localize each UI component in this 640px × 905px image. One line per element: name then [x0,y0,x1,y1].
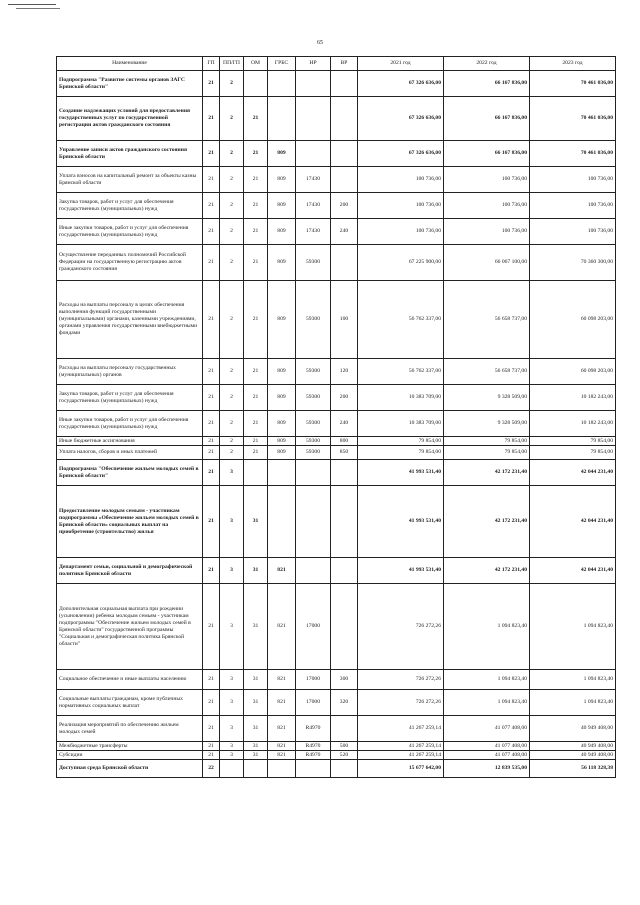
cell-grbs [268,97,296,141]
cell-vr: 240 [331,411,358,437]
cell-vr [331,97,358,141]
cell-om [244,460,268,486]
cell-gp: 21 [203,141,220,167]
cell-y2022: 12 839 535,00 [444,760,530,778]
table-row [57,97,616,141]
cell-name: Управление записи актов гражданского состояния Брянской области [57,141,203,167]
cell-gp: 21 [203,486,220,558]
cell-grbs: 809 [268,141,296,167]
cell-y2023: 60 098 203,00 [530,281,616,359]
cell-nr: R4970 [296,742,331,751]
table-body [57,71,616,778]
cell-name: Уплата налогов, сборов и иных платежей [57,446,203,460]
cell-nr: 17430 [296,219,331,245]
cell-pp: 2 [220,219,244,245]
cell-nr: R4970 [296,716,331,742]
cell-gp: 21 [203,97,220,141]
cell-vr [331,486,358,558]
cell-grbs: 809 [268,219,296,245]
table-row [57,760,616,778]
cell-name: Департамент семьи, социальной и демографической политики Брянской области [57,558,203,584]
cell-om: 21 [244,411,268,437]
cell-grbs: 809 [268,281,296,359]
cell-pp: 2 [220,281,244,359]
cell-y2021: 41 267 259,14 [358,716,444,742]
cell-y2023: 42 044 231,40 [530,460,616,486]
cell-vr [331,558,358,584]
cell-nr: 59300 [296,385,331,411]
cell-grbs: 809 [268,359,296,385]
table-row [57,193,616,219]
cell-nr: 59300 [296,281,331,359]
cell-y2023: 10 182 243,00 [530,385,616,411]
cell-name: Реализация мероприятий по обеспечению жильем молодых семей [57,716,203,742]
cell-name: Закупка товаров, работ и услуг для обеспечения государственных (муниципальных) нужд [57,193,203,219]
cell-grbs [268,760,296,778]
cell-om: 21 [244,97,268,141]
table-row [57,584,616,670]
cell-vr [331,71,358,97]
cell-gp: 21 [203,446,220,460]
cell-y2022: 42 172 231,40 [444,460,530,486]
cell-om: 31 [244,558,268,584]
cell-om: 21 [244,193,268,219]
cell-nr: 17430 [296,193,331,219]
cell-vr [331,584,358,670]
cell-om [244,760,268,778]
cell-y2021: 15 677 642,00 [358,760,444,778]
header-nr: НР [296,57,331,71]
cell-gp: 21 [203,670,220,690]
cell-grbs: 821 [268,742,296,751]
cell-gp: 21 [203,219,220,245]
header-grbs: ГРБС [268,57,296,71]
cell-y2022: 9 328 509,00 [444,411,530,437]
cell-grbs: 809 [268,446,296,460]
budget-table [56,56,616,778]
cell-name: Осуществление переданных полномочий Российской Федерации на государственную регистрацию актов гражданского состояния [57,245,203,281]
cell-pp: 3 [220,558,244,584]
table-row [57,670,616,690]
table-row [57,411,616,437]
cell-name: Иные закупки товаров, работ и услуг для обеспечения государственных (муниципальных) нужд [57,411,203,437]
cell-y2021: 100 736,00 [358,167,444,193]
cell-y2021: 726 272,26 [358,670,444,690]
cell-om: 21 [244,141,268,167]
cell-nr [296,460,331,486]
cell-gp: 21 [203,716,220,742]
cell-grbs: 809 [268,385,296,411]
cell-name: Уплата взносов на капитальный ремонт за объекты казны Брянской области [57,167,203,193]
cell-om: 31 [244,742,268,751]
cell-pp: 2 [220,385,244,411]
cell-y2021: 100 736,00 [358,193,444,219]
cell-y2022: 100 736,00 [444,167,530,193]
cell-gp: 21 [203,690,220,716]
cell-grbs [268,460,296,486]
table-row [57,742,616,751]
cell-y2022: 66 167 836,00 [444,97,530,141]
cell-y2022: 9 328 509,00 [444,385,530,411]
cell-vr: 300 [331,670,358,690]
cell-vr [331,141,358,167]
cell-pp: 2 [220,97,244,141]
cell-pp: 3 [220,742,244,751]
table-row [57,71,616,97]
cell-nr: R4970 [296,751,331,760]
cell-grbs: 809 [268,193,296,219]
cell-y2022: 79 854,00 [444,446,530,460]
cell-gp: 21 [203,584,220,670]
cell-y2022: 66 067 100,00 [444,245,530,281]
cell-pp: 2 [220,245,244,281]
cell-grbs: 821 [268,716,296,742]
cell-vr: 120 [331,359,358,385]
table-row [57,219,616,245]
table-row [57,446,616,460]
cell-grbs: 821 [268,670,296,690]
cell-grbs [268,486,296,558]
cell-y2021: 100 736,00 [358,219,444,245]
cell-om: 21 [244,245,268,281]
cell-gp: 21 [203,193,220,219]
top-rule-secondary [16,8,60,9]
cell-y2022: 1 094 823,40 [444,690,530,716]
cell-y2021: 41 993 531,40 [358,460,444,486]
table-row [57,460,616,486]
cell-y2023: 1 094 823,40 [530,670,616,690]
cell-vr: 100 [331,281,358,359]
table-row [57,359,616,385]
cell-grbs: 821 [268,690,296,716]
cell-y2023: 79 854,00 [530,446,616,460]
cell-gp: 21 [203,742,220,751]
cell-nr: 59300 [296,437,331,446]
cell-vr: 520 [331,751,358,760]
cell-name: Иные закупки товаров, работ и услуг для обеспечения государственных (муниципальных) нужд [57,219,203,245]
cell-pp: 3 [220,584,244,670]
cell-pp: 3 [220,486,244,558]
cell-y2023: 100 736,00 [530,193,616,219]
cell-nr: 59300 [296,446,331,460]
cell-pp: 3 [220,751,244,760]
cell-nr [296,71,331,97]
cell-nr: 17000 [296,690,331,716]
cell-om: 31 [244,670,268,690]
cell-grbs: 821 [268,751,296,760]
cell-y2021: 79 854,00 [358,437,444,446]
cell-name: Расходы на выплаты персоналу в целях обеспечения выполнения функций государственными (муниципальными) органами, казенными учреждениями, органами управления государственными внебюджетными фондами [57,281,203,359]
cell-y2021: 67 326 636,00 [358,97,444,141]
cell-y2021: 67 326 636,00 [358,141,444,167]
header-vr: ВР [331,57,358,71]
header-2022: 2022 год [444,57,530,71]
top-rule [8,4,56,5]
cell-grbs: 809 [268,411,296,437]
cell-y2022: 42 172 231,40 [444,486,530,558]
cell-pp: 2 [220,167,244,193]
cell-y2021: 79 854,00 [358,446,444,460]
header-2021: 2021 год [358,57,444,71]
table-row [57,385,616,411]
cell-y2023: 70 461 036,00 [530,71,616,97]
cell-y2021: 726 272,26 [358,584,444,670]
cell-nr [296,486,331,558]
cell-y2022: 56 658 737,00 [444,281,530,359]
cell-y2021: 726 272,26 [358,690,444,716]
cell-vr [331,167,358,193]
cell-gp: 21 [203,359,220,385]
cell-gp: 21 [203,437,220,446]
cell-y2021: 56 762 337,00 [358,281,444,359]
cell-name: Закупка товаров, работ и услуг для обеспечения государственных (муниципальных) нужд [57,385,203,411]
table-row [57,281,616,359]
table-row [57,437,616,446]
cell-y2021: 41 267 259,14 [358,751,444,760]
cell-y2023: 60 098 203,00 [530,359,616,385]
table-row [57,141,616,167]
page-number: 65 [317,40,323,46]
cell-vr [331,245,358,281]
cell-y2022: 41 077 408,00 [444,716,530,742]
cell-pp: 3 [220,716,244,742]
cell-gp: 21 [203,281,220,359]
cell-pp: 2 [220,141,244,167]
cell-grbs [268,71,296,97]
cell-gp: 21 [203,460,220,486]
header-name: Наименование [57,57,203,71]
cell-y2023: 100 736,00 [530,167,616,193]
cell-nr [296,558,331,584]
cell-y2022: 66 167 836,00 [444,71,530,97]
table-row [57,716,616,742]
header-2023: 2023 год [530,57,616,71]
cell-y2021: 67 326 636,00 [358,71,444,97]
cell-y2021: 41 267 259,14 [358,742,444,751]
cell-grbs: 821 [268,558,296,584]
cell-y2023: 40 949 408,00 [530,742,616,751]
cell-pp: 3 [220,460,244,486]
table-row [57,245,616,281]
cell-name: Предоставление молодым семьям - участникам подпрограммы «Обеспечение жильем молодых семей в Брянской области» социальных выплат на приобретение (строительство) жилья [57,486,203,558]
cell-y2023: 42 044 231,40 [530,558,616,584]
cell-om: 31 [244,716,268,742]
cell-pp: 2 [220,411,244,437]
cell-y2022: 100 736,00 [444,219,530,245]
cell-om: 21 [244,281,268,359]
table-header-row [57,57,616,71]
cell-vr: 850 [331,446,358,460]
cell-nr: 59300 [296,411,331,437]
cell-y2023: 1 094 823,40 [530,584,616,670]
cell-om: 31 [244,584,268,670]
cell-pp: 3 [220,690,244,716]
cell-y2023: 79 854,00 [530,437,616,446]
cell-y2023: 70 461 036,00 [530,97,616,141]
cell-pp: 2 [220,359,244,385]
cell-nr: 59300 [296,359,331,385]
cell-nr [296,141,331,167]
cell-name: Социальные выплаты гражданам, кроме публичных нормативных социальных выплат [57,690,203,716]
cell-y2021: 41 993 531,40 [358,486,444,558]
cell-name: Создание надлежащих условий для предоставления государственных услуг по государственной регистрации актов гражданского состояния [57,97,203,141]
cell-pp: 2 [220,437,244,446]
cell-gp: 21 [203,751,220,760]
cell-nr [296,760,331,778]
cell-y2023: 40 949 408,00 [530,751,616,760]
cell-name: Субсидии [57,751,203,760]
header-gp: ГП [203,57,220,71]
cell-nr: 59300 [296,245,331,281]
cell-pp: 2 [220,446,244,460]
cell-grbs: 809 [268,167,296,193]
cell-y2022: 56 658 737,00 [444,359,530,385]
cell-nr: 17000 [296,670,331,690]
cell-gp: 22 [203,760,220,778]
cell-vr: 200 [331,193,358,219]
cell-vr: 200 [331,385,358,411]
cell-name: Дополнительная социальная выплата при рождении (усыновлении) ребенка молодым семьям - участникам подпрограммы "Обеспечение жильем молодых семей в Брянской области" государственной программы "Социальная и демографическая политика Брянской области" [57,584,203,670]
cell-y2022: 1 094 823,40 [444,670,530,690]
cell-y2023: 1 094 823,40 [530,690,616,716]
cell-y2023: 10 182 243,00 [530,411,616,437]
cell-grbs: 809 [268,245,296,281]
cell-om: 21 [244,359,268,385]
cell-vr: 320 [331,690,358,716]
table-row [57,751,616,760]
cell-y2021: 10 383 709,00 [358,411,444,437]
cell-y2022: 42 172 231,40 [444,558,530,584]
cell-y2022: 1 094 823,40 [444,584,530,670]
cell-y2022: 41 077 408,00 [444,742,530,751]
cell-om [244,71,268,97]
cell-nr [296,97,331,141]
cell-pp: 3 [220,670,244,690]
cell-vr [331,760,358,778]
cell-y2021: 67 225 900,00 [358,245,444,281]
cell-pp: 2 [220,71,244,97]
cell-y2021: 10 383 709,00 [358,385,444,411]
cell-gp: 21 [203,558,220,584]
cell-gp: 21 [203,71,220,97]
table-row [57,167,616,193]
cell-y2023: 42 044 231,40 [530,486,616,558]
cell-grbs: 809 [268,437,296,446]
cell-om: 21 [244,385,268,411]
cell-name: Расходы на выплаты персоналу государственных (муниципальных) органов [57,359,203,385]
cell-om: 31 [244,751,268,760]
cell-name: Социальное обеспечение и иные выплаты населению [57,670,203,690]
cell-y2021: 41 993 531,40 [358,558,444,584]
cell-name: Доступная среда Брянской области [57,760,203,778]
cell-name: Подпрограмма "Обеспечение жильем молодых семей в Брянской области" [57,460,203,486]
cell-name: Подпрограмма "Развитие системы органов ЗАГС Брянской области" [57,71,203,97]
table-row [57,486,616,558]
cell-om: 21 [244,167,268,193]
cell-gp: 21 [203,385,220,411]
cell-gp: 21 [203,411,220,437]
cell-vr [331,716,358,742]
cell-gp: 21 [203,245,220,281]
cell-y2023: 56 118 328,38 [530,760,616,778]
cell-vr: 500 [331,742,358,751]
cell-nr: 17430 [296,167,331,193]
cell-vr: 240 [331,219,358,245]
cell-nr: 17000 [296,584,331,670]
cell-y2022: 41 077 408,00 [444,751,530,760]
cell-pp [220,760,244,778]
cell-name: Иные бюджетные ассигнования [57,437,203,446]
cell-y2022: 79 854,00 [444,437,530,446]
cell-name: Межбюджетные трансферты [57,742,203,751]
cell-grbs: 821 [268,584,296,670]
header-om: ОМ [244,57,268,71]
cell-om: 21 [244,219,268,245]
cell-y2022: 66 167 836,00 [444,141,530,167]
cell-y2022: 100 736,00 [444,193,530,219]
cell-y2023: 100 736,00 [530,219,616,245]
cell-om: 21 [244,437,268,446]
header-pp: ПП/ГП [220,57,244,71]
cell-y2023: 70 360 300,00 [530,245,616,281]
cell-pp: 2 [220,193,244,219]
cell-y2023: 40 949 408,00 [530,716,616,742]
cell-om: 21 [244,446,268,460]
cell-vr [331,460,358,486]
cell-y2023: 70 461 036,00 [530,141,616,167]
cell-gp: 21 [203,167,220,193]
cell-om: 31 [244,690,268,716]
table-row [57,558,616,584]
cell-om: 31 [244,486,268,558]
cell-vr: 800 [331,437,358,446]
table-row [57,690,616,716]
cell-y2021: 56 762 337,00 [358,359,444,385]
